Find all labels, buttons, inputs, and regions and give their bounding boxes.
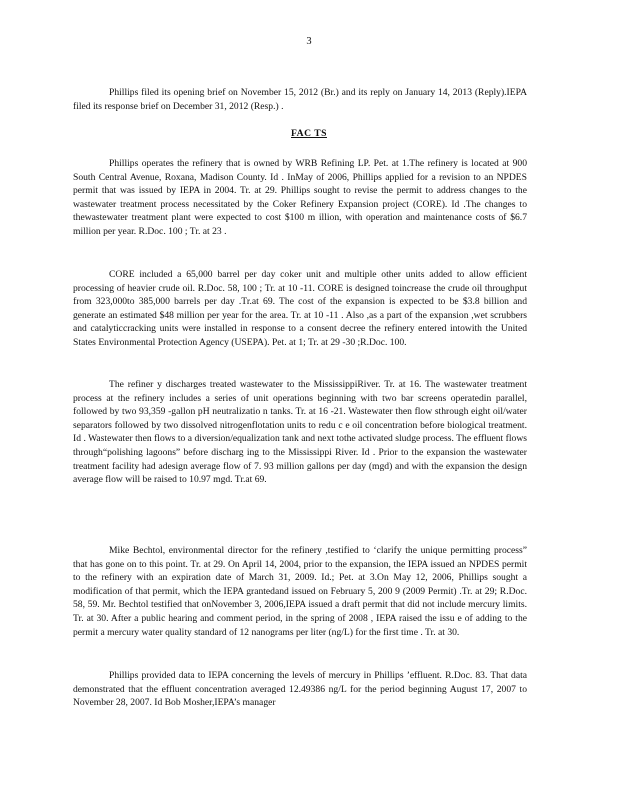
paragraph-core: CORE included a 65,000 barrel per day coker unit and multiple other units added to allow efficient processing of heavier crude oil. R.Doc. 58, 100 ; Tr. at 10 -11. CORE is designed toincrease the crude oil throughput from 323,000to 385,000 barrels per day .Tr.at 69. The cost of the expansion is expected to be $3.8 billion and generate an estimated $48 million per year for the area. Tr. at 10 -11 . Also ,as a part of the expansion ,wet scrubbers and catalyticcracking units were installed in response to a consent decree the refinery entered intowith the United States Environmental Protection Agency (USEPA). Pet. at 1; Tr. at 29 -30 ;R.Doc. 100. — [73, 269, 527, 348]
paragraph-bechtol: Mike Bechtol, environmental director for the refinery ,testified to ‘clarify the unique permitting process” that has gone on to this point. Tr. at 29. On April 14, 2004, prior to the expansion, the IEPA issued an NPDES permit to the refinery with an expiration date of March 31, 2009. Id.; Pet. at 3.On May 12, 2006, Phillips sought a modification of that permit, which the IEPA grantedand issued on February 5, 200 9 (2009 Permit) .Tr. at 29; R.Doc. 58, 59. Mr. Bechtol testified that onNovember 3, 2006,IEPA issued a draft permit that did not include mercury limits. Tr. at 30. After a public hearing and comment period, in the spring of 2008 , IEPA raised the issu e of adding to the permit a mercury water quality standard of 12 nanograms per liter (ng/L) for the first time . Tr. at 30. — [73, 545, 527, 638]
page-number: 3 — [306, 36, 312, 47]
section-heading-facts: FAC TS — [291, 128, 327, 139]
paragraph-refinery: Phillips operates the refinery that is owned by WRB Refining LP. Pet. at 1.The refinery is located at 900 South Central Avenue, Roxana, Madison County. Id . InMay of 2006, Phillips applied for a revision to an NPDES permit that was issued by IEPA in 2004. Tr. at 29. Phillips sought to revise the permit to address changes to the wastewater treatment process necessitated by the Coker Refinery Expansion project (CORE). Id .The changes to thewastewater treatment plant were expected to cost $100 m illion, with operation and maintenance costs of $6.7 million per year. R.Doc. 100 ; Tr. at 23 . — [73, 158, 527, 237]
paragraph-briefs: Phillips filed its opening brief on November 15, 2012 (Br.) and its reply on January 14, 2013 (Reply).IEPA filed its response brief on December 31, 2012 (Resp.) . — [73, 87, 527, 112]
paragraph-mercury-data: Phillips provided data to IEPA concerning the levels of mercury in Phillips ’effluent. R.Doc. 83. That data demonstrated that the effluent concentration averaged 12.49386 ng/L for the period beginning August 17, 2007 to November 28, 2007. Id Bob Mosher,IEPA’s manager — [73, 670, 527, 709]
paragraph-wastewater: The refiner y discharges treated wastewater to the MississippiRiver. Tr. at 16. The wastewater treatment process at the refinery includes a series of unit operations beginning with two bar screens operatedin parallel, followed by two 93,359 -gallon pH neutralizatio n tanks. Tr. at 16 -21. Wastewater then flow sthrough eight oil/water separators followed by two dissolved nitrogenflotation units to redu c e oil concentration before biological treatment. Id . Wastewater then flows to a diversion/equalization tank and next tothe activated sludge process. The effluent flows through“polishing lagoons” before discharg ing to the Mississippi River. Id . Prior to the expansion the wastewater treatment facility had adesign average flow of 7. 93 million gallons per day (mgd) and with the expansion the design average flow will be raised to 10.97 mgd. Tr.at 69. — [73, 379, 527, 486]
